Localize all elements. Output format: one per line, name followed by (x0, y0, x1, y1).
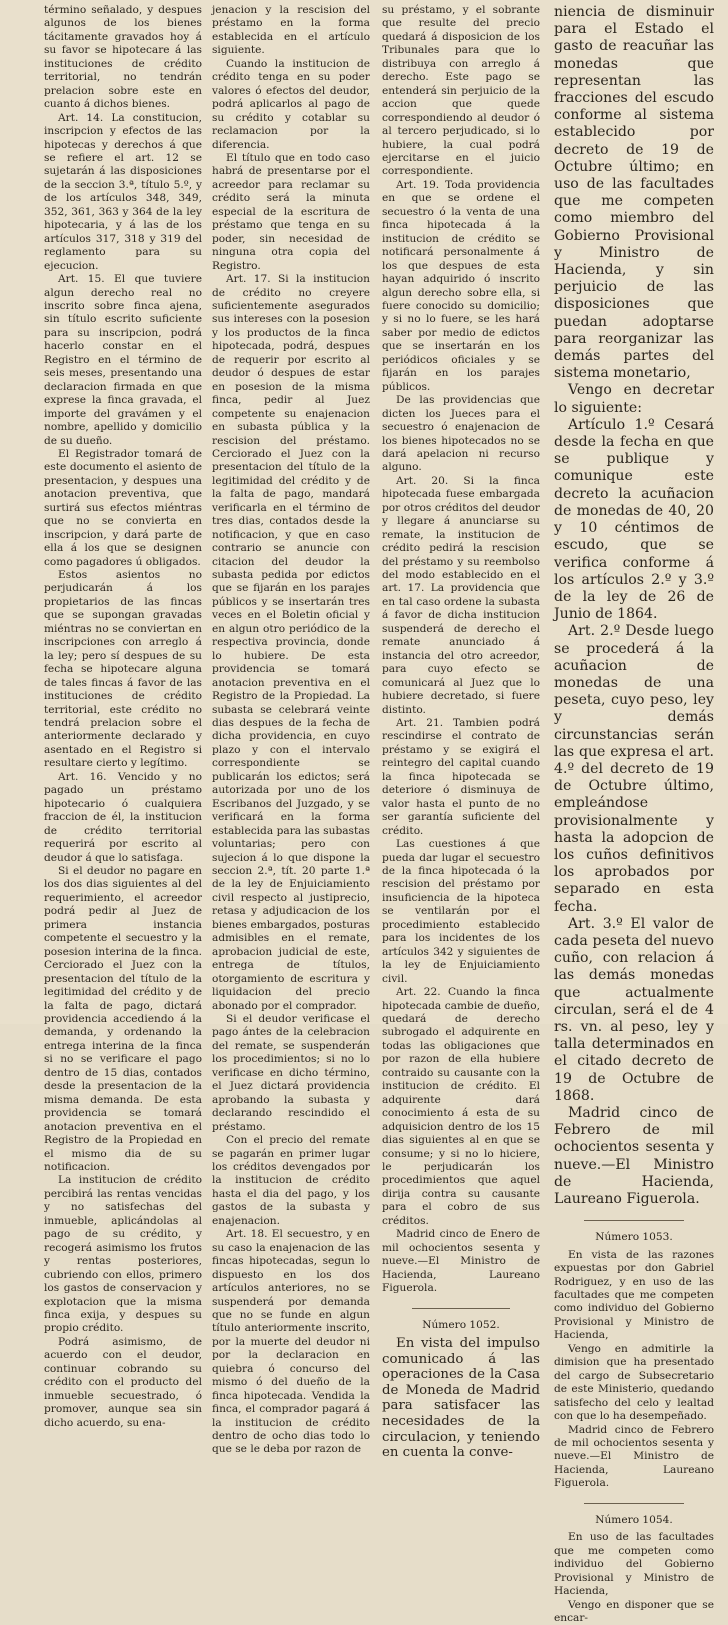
paragraph: En uso de las facultades que me competen como individuo del Gobierno Provisional y Ministro de Hacienda, (554, 1531, 714, 1598)
paragraph: Vengo en disponer que se encar- (554, 1598, 714, 1624)
article-22: Art. 22. Cuando la finca hipotecada cambie de dueño, quedará de derecho subrogado el adquirente en todas las obligaciones que por razon de ella hubiere contraido su causante con la institucion de crédito. El adquirente dará conocimiento á esta de su adquisicion dentro de los 15 dias siguientes al en que se consume; y si no lo hiciere, le perjudicarán los procedimientos que aquel dirija contra su causante para el cobro de sus créditos. (382, 986, 540, 1227)
article-15: Art. 15. El que tuviere algun derecho real no inscrito sobre finca ajena, sin título escrito suficiente para su inscripcion, podrá hacerlo constar en el Registro en el término de seis meses, presentando una declaracion firmada en que exprese la finca gravada, el importe del gravámen y el nombre, apellido y domicilio de su dueño. (44, 273, 202, 447)
paragraph: jenacion y la rescision del préstamo en la forma establecida en el artículo siguiente. (212, 4, 370, 57)
decree-number: Número 1054. (595, 1513, 673, 1526)
paragraph: El Registrador tomará de este documento el asiento de presentacion, y despues una anotacion preventiva, que surtirá sus efectos miéntras que no se convierta en inscripcion, y dará parte de ella á los que se designen como pagadores ú obligados. (44, 447, 202, 568)
divider (584, 1220, 684, 1221)
divider (412, 1308, 510, 1309)
divider (584, 1503, 684, 1504)
column-2 (212, 4, 370, 1457)
article-18: Art. 18. El secuestro, y en su caso la enajenacion de las fincas hipotecadas, segun lo dispuesto en los dos artículos anteriores, no se suspenderá por demanda que no se funde en algun título anteriormente inscrito, por la muerte del deudor ni por la declaracion en quiebra ó concurso del mismo ó del dueño de la finca hipotecada. Vendida la finca, el comprador pagará á la institucion de crédito dentro de ocho dias todo lo que se le deba por razon de (212, 1228, 370, 1456)
article-16: Art. 16. Vencido y no pagado un préstamo hipotecario ó cualquiera fraccion de él, la institucion de crédito territorial requerirá por escrito al deudor á que lo satisfaga. (44, 770, 202, 864)
decree-number: Número 1052. (422, 1318, 500, 1331)
column-1 (44, 4, 202, 1430)
paragraph: Cuando la institucion de crédito tenga en su poder valores ó efectos del deudor, podrá aplicarlos al pago de su crédito y cotablar su reclamacion por la diferencia. (212, 57, 370, 151)
signature: Madrid cinco de Febrero de mil ochocientos sesenta y nueve.—El Ministro de Hacienda, Laureano Figuerola. (554, 1423, 714, 1490)
paragraph: Si el deudor verificase el pago ántes de la celebracion del remate, se suspenderán los procedimientos; si no lo verificase en dicho término, el Juez dictará providencia aprobando la subasta y declarando rescindido el préstamo. (212, 1012, 370, 1133)
column-4 (554, 4, 714, 1625)
article-20: Art. 20. Si la finca hipotecada fuese embargada por otros créditos del deudor y llegare á anunciarse su remate, la institucion de crédito pedirá la rescision del préstamo y su reembolso del modo establecido en el art. 17. La providencia que en tal caso ordene la subasta á favor de dicha institucion suspenderá de derecho el remate anunciado á instancia del otro acreedor, para cuyo efecto se comunicará al Juez que lo hubiere decretado, si fuere distinto. (382, 474, 540, 716)
paragraph: su préstamo, y el sobrante que resulte del precio quedará á disposicion de los Tribunales para que lo distribuya con arreglo á derecho. Este pago se entenderá sin perjuicio de la accion que quede correspondiendo al deudor ó al tercero perjudicado, si lo hubiere, la cual podrá ejercitarse en el juicio correspondiente. (382, 4, 540, 178)
paragraph: Con el precio del remate se pagarán en primer lugar los créditos devengados por la institucion de crédito hasta el dia del pago, y los gastos de la subasta y enajenacion. (212, 1134, 370, 1227)
paragraph: La institucion de crédito percibirá las rentas vencidas y no satisfechas del inmueble, aplicándolas al pago de su crédito, y recogerá asimismo los frutos y rentas posteriores, cubriendo con ellos, primero los gastos de conservacion y explotacion que la misma finca exija, y despues su propio crédito. (44, 1174, 202, 1335)
paragraph: Las cuestiones á que pueda dar lugar el secuestro de la finca hipotecada ó la rescision del préstamo por insuficiencia de la hipoteca se ventilarán por el procedimiento establecido para los incidentes de los artículos 342 y siguientes de la ley de Enjuiciamiento civil. (382, 838, 540, 985)
column-3 (382, 4, 540, 1461)
paragraph: En vista del impulso comunicado á las operaciones de la Casa de Moneda de Madrid para satisfacer las necesidades de la circulacion, y teniendo en cuenta la conve- (382, 1335, 540, 1461)
paragraph: En vista de las razones expuestas por don Gabriel Rodriguez, y en uso de las facultades que me competen como individuo del Gobierno Provisional y Ministro de Hacienda, (554, 1248, 714, 1342)
paragraph: niencia de disminuir para el Estado el gasto de reacuñar las monedas que representan las fracciones del escudo conforme al sistema establecido por decreto de 19 de Octubre último; en uso de las facultades que me competen como miembro del Gobierno Provisional y Ministro de Hacienda, y sin perjuicio de las disposiciones que puedan adoptarse para reorganizar las demás partes del sistema monetario, (554, 4, 714, 382)
paragraph: El título que en todo caso habrá de presentarse por el acreedor para reclamar su crédito será la minuta especial de la escritura de préstamo que tenga en su poder, sin necesidad de ninguna otra copia del Registro. (212, 151, 370, 272)
decree-number: Número 1053. (595, 1231, 673, 1244)
signature: Madrid cinco de Enero de mil ochocientos sesenta y nueve.—El Ministro de Hacienda, Laureano Figuerola. (382, 1228, 540, 1295)
article-19: Art. 19. Toda providencia en que se ordene el secuestro ó la venta de una finca hipotecada á la institucion de crédito se notificará personalmente á los que despues de esta hayan adquirido ó inscrito algun derecho sobre ella, si fuere conocido su domicilio; y si no lo fuere, se les hará saber por medio de edictos que se insertarán en los periódicos oficiales y se fijarán en los parajes públicos. (382, 178, 540, 393)
article-1: Artículo 1.º Cesará desde la fecha en que se publique y comunique este decreto la acuñacion de monedas de 40, 20 y 10 céntimos de escudo, que se verifica conforme á los artículos 2.º y 3.º de la ley de 26 de Junio de 1864. (554, 416, 714, 623)
paragraph: Vengo en admitirle la dimision que ha presentado del cargo de Subsecretario de este Ministerio, quedando satisfecho del celo y lealtad con que lo ha desempeñado. (554, 1342, 714, 1423)
article-14: Art. 14. La constitucion, inscripcion y efectos de las hipotecas y derechos á que se refiere el art. 12 se sujetarán á las disposiciones de la seccion 3.ª, título 5.º, y de los artículos 348, 349, 352, 361, 363 y 364 de la ley hipotecaria, y á las de los artículos 317, 318 y 319 del reglamento para su ejecucion. (44, 111, 202, 272)
paragraph: Podrá asimismo, de acuerdo con el deudor, continuar cobrando su crédito con el producto del inmueble secuestrado, ó promover, aunque sea sin dicho acuerdo, su ena- (44, 1335, 202, 1429)
decree-large-type (554, 4, 714, 1208)
article-3: Art. 3.º El valor de cada peseta del nuevo cuño, con relacion á las demás monedas que actualmente circulan, será el de 4 rs. vn. al peso, ley y talla determinados en el citado decreto de 19 de Octubre de 1868. (554, 915, 714, 1104)
article-2: Art. 2.º Desde luego se procederá á la acuñacion de monedas de una peseta, cuyo peso, ley y demás circunstancias serán las que expresa el art. 4.º del decreto de 19 de Octubre último, empleándose provisionalmente y hasta la adopcion de los cuños definitivos los aprobados por separado en esta fecha. (554, 623, 714, 915)
paragraph: De las providencias que dicten los Jueces para el secuestro ó enajenacion de los bienes hipotecados no se dará apelacion ni recurso alguno. (382, 394, 540, 474)
paragraph: Si el deudor no pagare en los dos dias siguientes al del requerimiento, el acreedor podrá pedir al Juez de primera instancia competente el secuestro y la posesion interina de la finca. Cerciorado el Juez con la presentacion del título de la legitimidad del crédito y de la falta de pago, dictará providencia accediendo á la demanda, y ordenando la entrega interina de la finca si no se verificare el pago dentro de 15 dias, contados desde la presentacion de la misma demanda. De esta providencia se tomará anotacion preventiva en el Registro de la Propiedad en el mismo dia de su notificacion. (44, 865, 202, 1173)
paragraph: término señalado, y despues algunos de los bienes tácitamente gravados hoy á su favor se hipotecare á las instituciones de crédito territorial, no tendrán prelacion sobre este en cuanto á dichos bienes. (44, 4, 202, 111)
paragraph: Vengo en decretar lo siguiente: (554, 382, 714, 416)
paragraph: Estos asientos no perjudicarán á los propietarios de las fincas que se supongan gravadas miéntras no se conviertan en inscripciones con arreglo á la ley; pero sí despues de su fecha se hipotecare alguna de tales fincas á favor de las instituciones de crédito territorial, este crédito no tendrá prelacion sobre el anteriormente declarado y asentado en el Registro si resultare cierto y legítimo. (44, 569, 202, 770)
signature: Madrid cinco de Febrero de mil ochocientos sesenta y nueve.—El Ministro de Hacienda, Laureano Figuerola. (554, 1105, 714, 1208)
article-17: Art. 17. Si la institucion de crédito no creyere suficientemente asegurados sus intereses con la posesion y los productos de la finca hipotecada, podrá, despues de requerir por escrito al deudor ó despues de estar en posesion de la misma finca, pedir al Juez competente su enajenacion en subasta pública y la rescision del préstamo. Cerciorado el Juez con la presentacion del título de la legitimidad del crédito y de la falta de pago, mandará verificarla en el término de tres dias, contados desde la notificacion, y que en caso contrario se anuncie con citacion del deudor la subasta pedida por edictos que se fijarán en los parajes públicos y se insertarán tres veces en el Boletin oficial y en algun otro periódico de la respectiva provincia, donde lo hubiere. De esta providencia se tomará anotacion preventiva en el Registro de la Propiedad. La subasta se celebrará veinte dias despues de la fecha de dicha providencia, en cuyo plazo y con el intervalo correspondiente se publicarán los edictos; será autorizada por uno de los Escribanos del Juzgado, y se verificará en la forma establecida para las subastas voluntarias; pero con sujecion á lo que dispone la seccion 2.ª, tít. 20 parte 1.ª de la ley de Enjuiciamiento civil respecto al justiprecio, retasa y adjudicacion de los bienes embargados, posturas admisibles en el remate, aprobacion judicial de este, entrega de títulos, otorgamiento de escritura y liquidacion del precio abonado por el comprador. (212, 273, 370, 1012)
article-21: Art. 21. Tambien podrá rescindirse el contrato de préstamo y se exigirá el reintegro del capital cuando la finca hipotecada se deteriore ó disminuya de valor hasta el punto de no ser garantía suficiente del crédito. (382, 717, 540, 837)
